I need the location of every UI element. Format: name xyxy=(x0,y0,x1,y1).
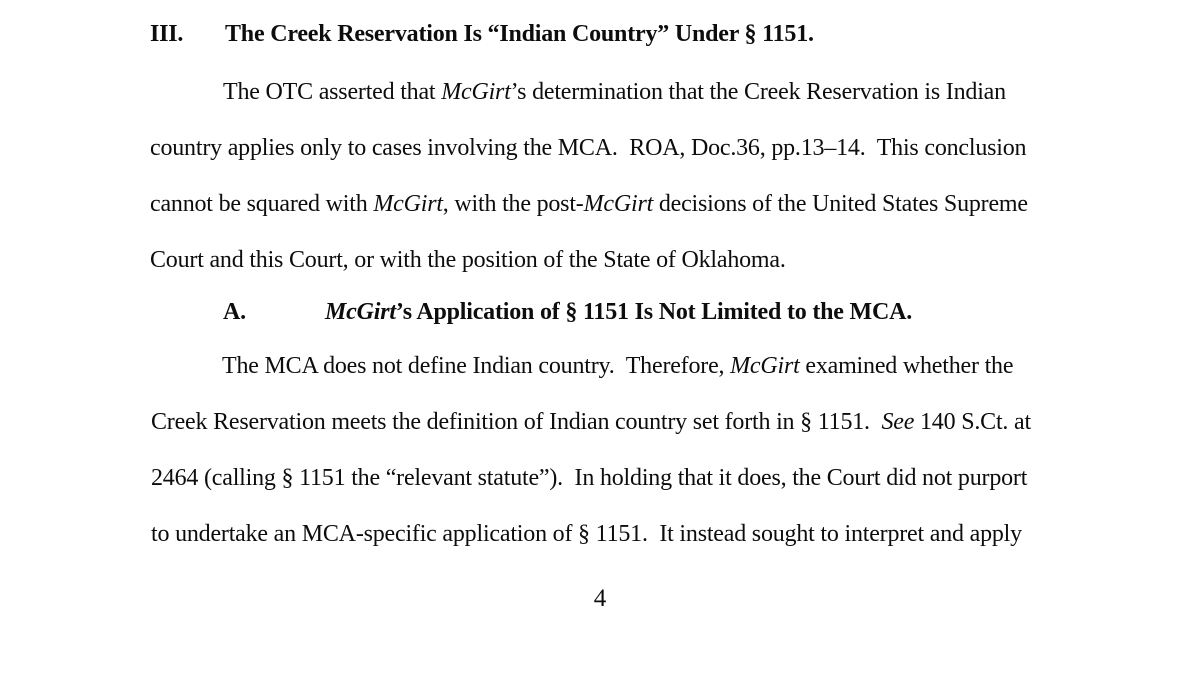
section-title: The Creek Reservation Is “Indian Country” Under § 1151. xyxy=(225,21,814,47)
text-line: The MCA does not define Indian country. Therefore, McGirt examined whether the xyxy=(222,353,1014,379)
text-line: Court and this Court, or with the position of the State of Oklahoma. xyxy=(150,247,786,273)
section-number: III. xyxy=(150,21,184,47)
page-number: 4 xyxy=(593,585,607,612)
text-line: cannot be squared with McGirt, with the post-McGirt decisions of the United States Supreme xyxy=(150,191,1028,217)
subsection-title: McGirt’s Application of § 1151 Is Not Limited to the MCA. xyxy=(325,299,913,325)
text-line: country applies only to cases involving the MCA. ROA, Doc.36, pp.13–14. This conclusion xyxy=(150,135,1027,161)
text-line: Creek Reservation meets the definition of Indian country set forth in § 1151. See 140 S.Ct. at xyxy=(151,409,1031,435)
subsection-letter: A. xyxy=(223,299,246,325)
text-line: to undertake an MCA-specific application of § 1151. It instead sought to interpret and apply xyxy=(151,521,1022,547)
text-line: 2464 (calling § 1151 the “relevant statute”). In holding that it does, the Court did not purport xyxy=(151,465,1028,491)
text-line: The OTC asserted that McGirt’s determination that the Creek Reservation is Indian xyxy=(223,79,1006,105)
